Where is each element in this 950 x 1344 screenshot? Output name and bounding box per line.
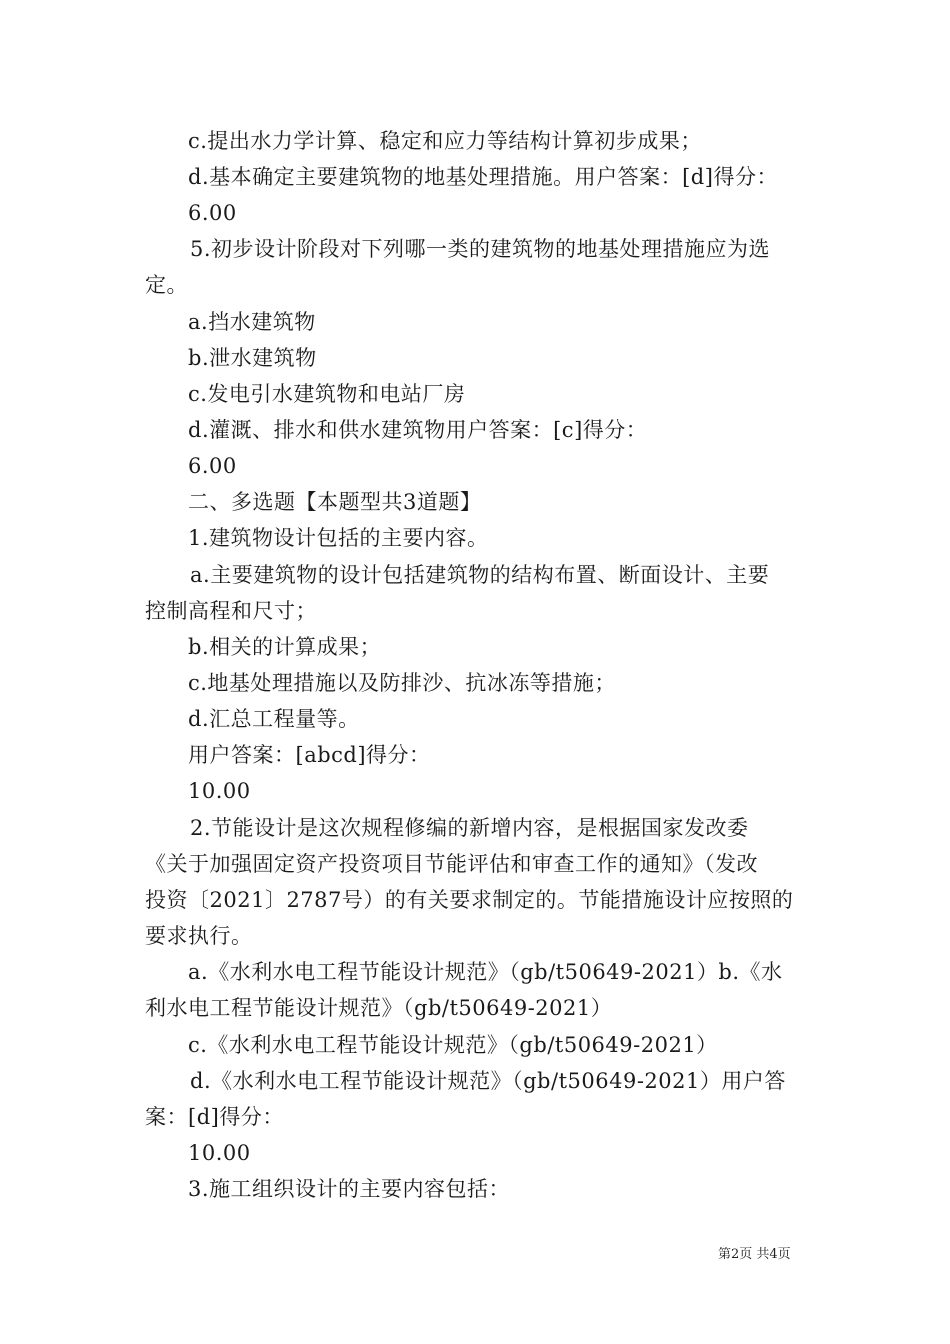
option-line: b.泄水建筑物 xyxy=(188,346,317,370)
option-line: a.《水利水电工程节能设计规范》（gb/t50649-2021）b.《水 xyxy=(188,960,783,984)
section-heading: 二、多选题【本题型共3道题】 xyxy=(188,490,482,514)
question-line: 2.节能设计是这次规程修编的新增内容，是根据国家发改委 xyxy=(190,816,749,840)
text-line: 6.00 xyxy=(188,201,237,225)
option-line: b.相关的计算成果； xyxy=(188,635,382,659)
option-line: c.《水利水电工程节能设计规范》（gb/t50649-2021） xyxy=(188,1033,718,1057)
score-line: 10.00 xyxy=(188,1141,251,1165)
option-line: d.《水利水电工程节能设计规范》（gb/t50649-2021）用户答 xyxy=(190,1069,786,1093)
text-line: c.提出水力学计算、稳定和应力等结构计算初步成果； xyxy=(188,129,702,153)
question-line: 3.施工组织设计的主要内容包括： xyxy=(188,1177,511,1201)
text-line: 定。 xyxy=(145,273,188,297)
text-line: 要求执行。 xyxy=(145,924,253,948)
question-line: 1.建筑物设计包括的主要内容。 xyxy=(188,526,489,550)
text-line: 《关于加强固定资产投资项目节能评估和审查工作的通知》（发改 xyxy=(145,852,758,876)
option-line: d.汇总工程量等。 xyxy=(188,707,360,731)
option-line: c.地基处理措施以及防排沙、抗冰冻等措施； xyxy=(188,671,616,695)
question-line: 5.初步设计阶段对下列哪一类的建筑物的地基处理措施应为选 xyxy=(190,237,771,261)
text-line: 控制高程和尺寸； xyxy=(145,599,317,623)
score-line: 6.00 xyxy=(188,454,237,478)
option-line: a.挡水建筑物 xyxy=(188,310,316,334)
text-line: 投资〔2021〕2787号）的有关要求制定的。节能措施设计应按照的 xyxy=(145,888,794,912)
option-line: c.发电引水建筑物和电站厂房 xyxy=(188,382,466,406)
text-line: d.基本确定主要建筑物的地基处理措施。用户答案：[d]得分： xyxy=(188,165,778,189)
text-line: 案：[d]得分： xyxy=(145,1105,284,1129)
page-number-footer: 第2页 共4页 xyxy=(718,1247,791,1262)
text-line: 利水电工程节能设计规范》（gb/t50649-2021） xyxy=(145,996,613,1020)
option-line: a.主要建筑物的设计包括建筑物的结构布置、断面设计、主要 xyxy=(190,563,770,587)
option-line: d.灌溉、排水和供水建筑物用户答案：[c]得分： xyxy=(188,418,648,442)
answer-line: 用户答案：[abcd]得分： xyxy=(188,743,431,767)
score-line: 10.00 xyxy=(188,779,251,803)
